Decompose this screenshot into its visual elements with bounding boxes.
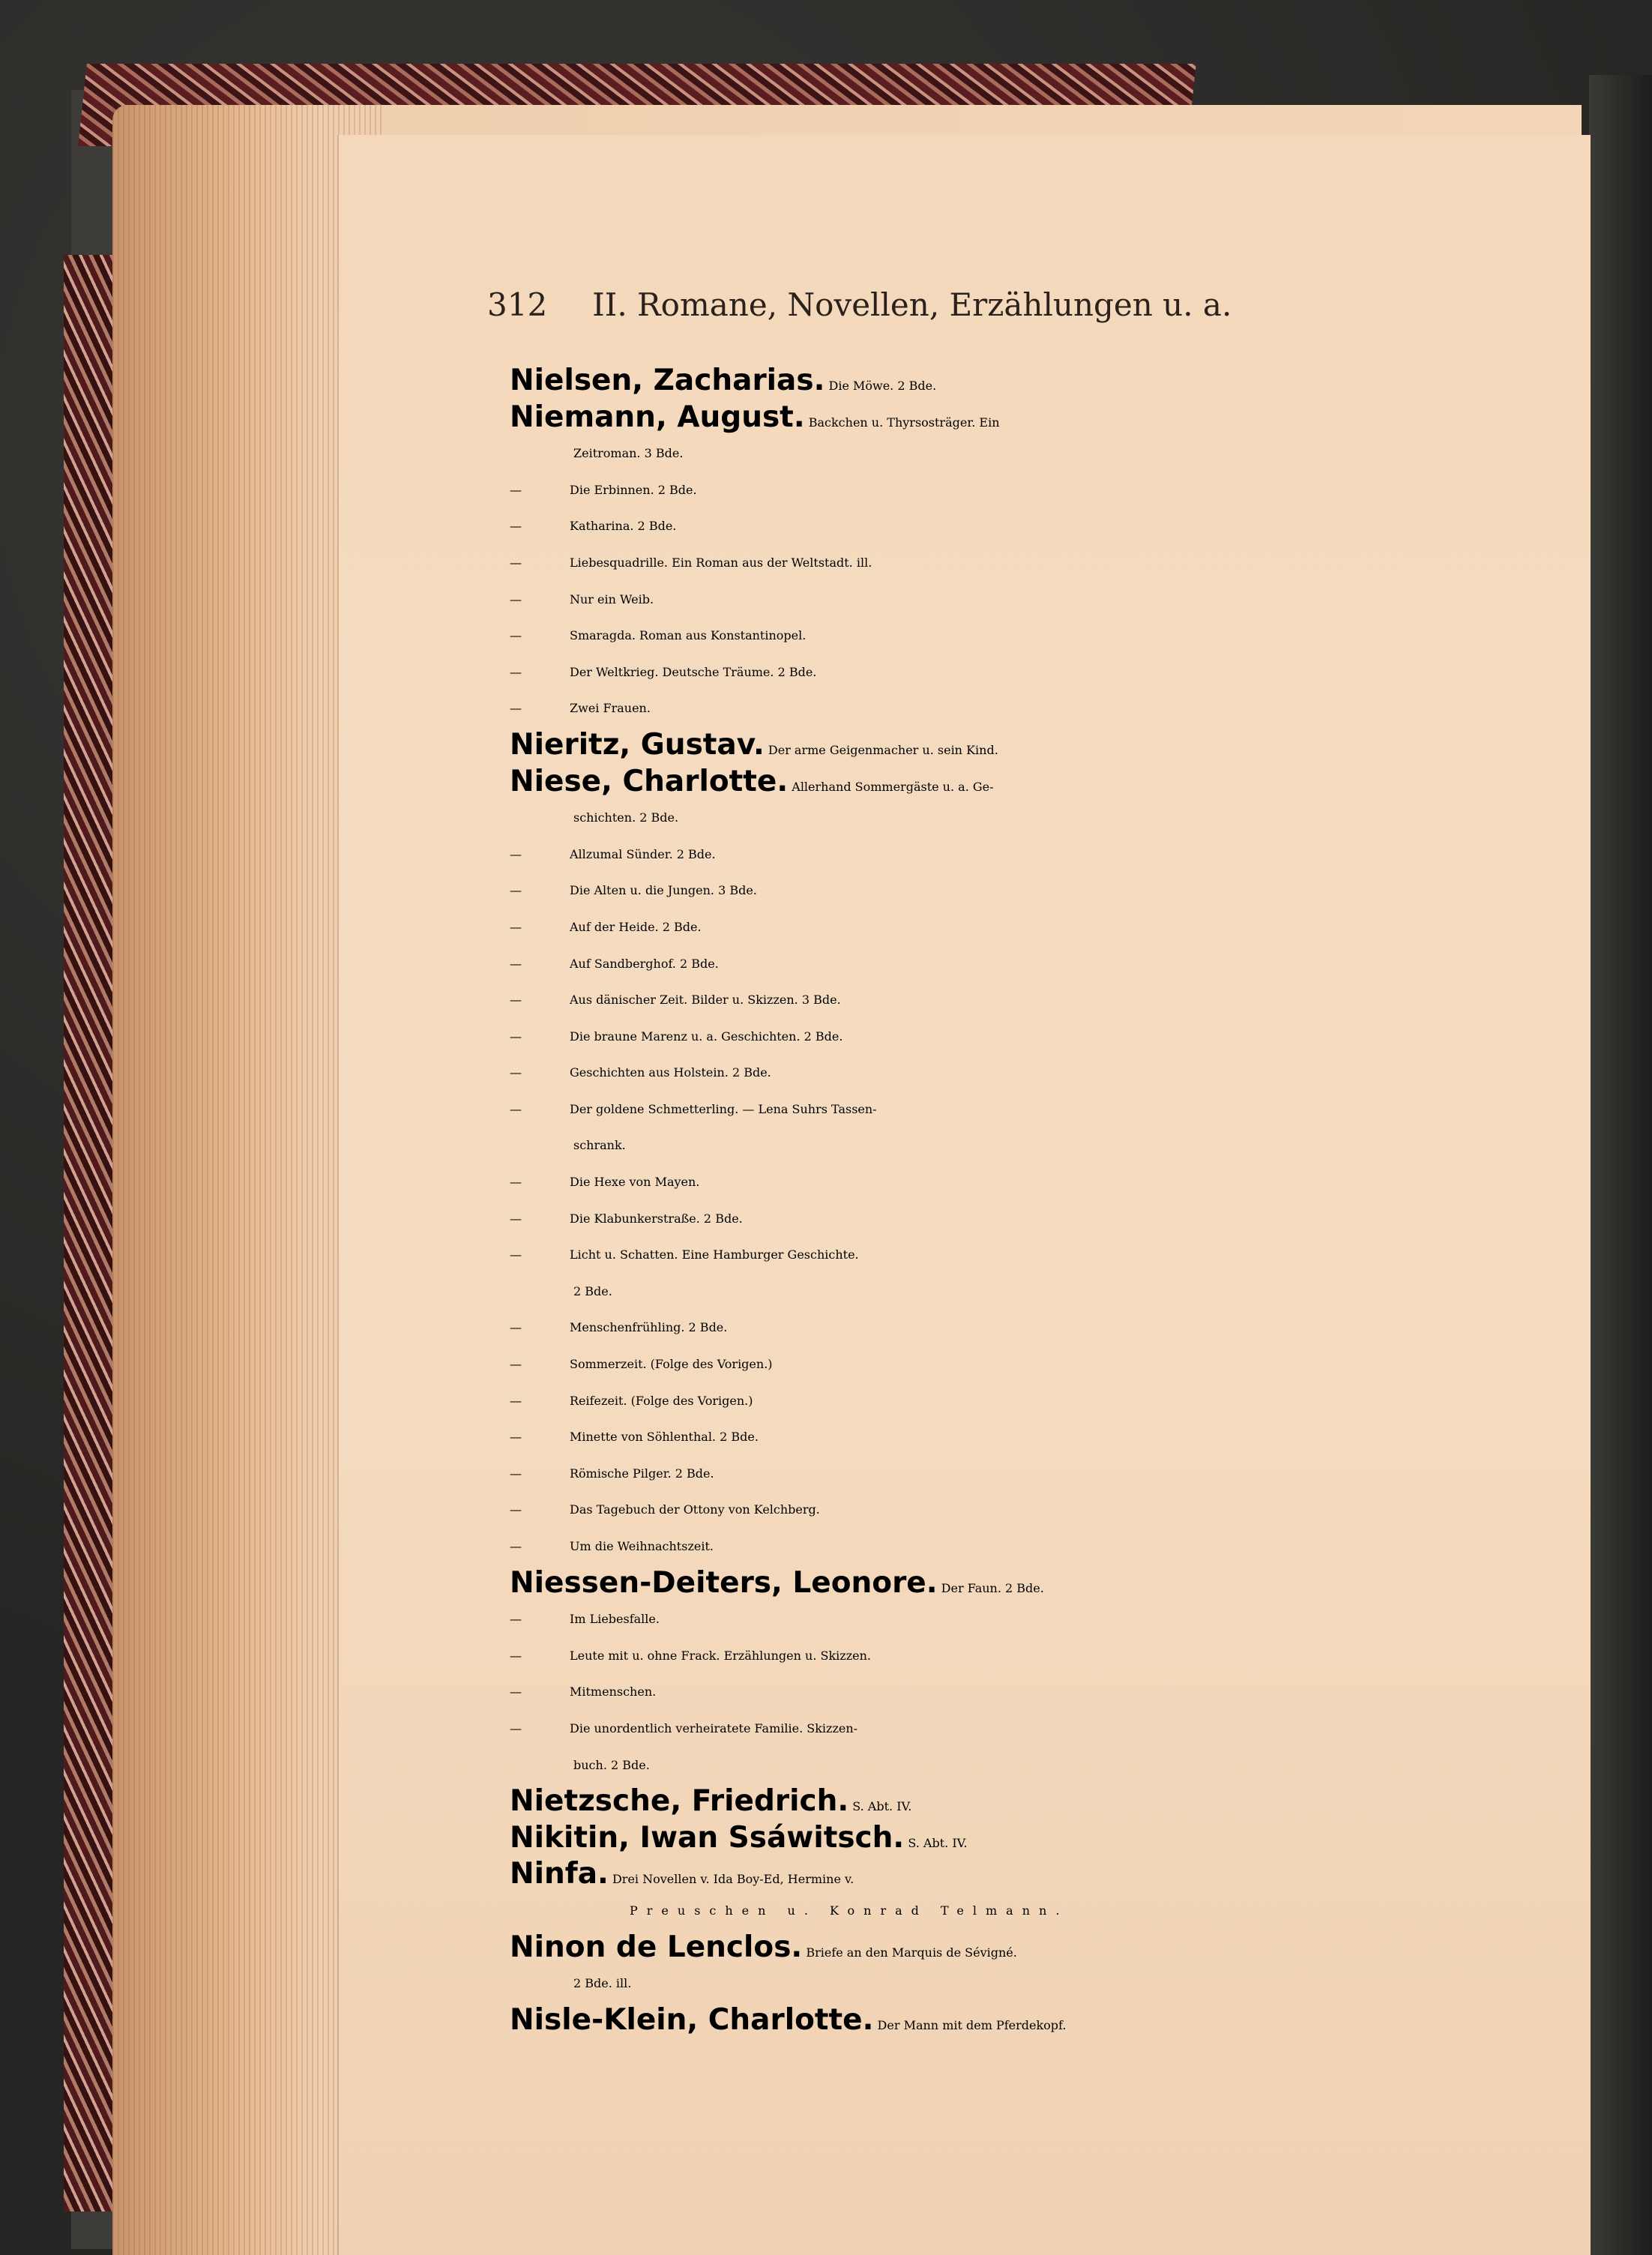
catalog-line [510, 1456, 1507, 1493]
entry-title: Die Möwe. 2 Bde. [825, 379, 937, 393]
entry-title: Licht u. Schatten. Eine Hamburger Geschichte. [570, 1247, 859, 1262]
ditto-dash: — [510, 846, 522, 861]
catalog-line [510, 1747, 1507, 1784]
ditto-dash: — [510, 883, 522, 898]
ditto-dash: — [510, 1502, 522, 1517]
entry-title: Der arme Geigenmacher u. sein Kind. [764, 742, 998, 757]
entry-title: Um die Weihnachtszeit. [570, 1539, 714, 1553]
marbled-edge-left [64, 255, 116, 2212]
entry-continuation: schichten. 2 Bde. [573, 810, 679, 825]
entry-title: Liebesquadrille. Ein Roman aus der Weltstadt. ill. [570, 555, 872, 570]
entry-title: Aus dänischer Zeit. Bilder u. Skizzen. 3 Bde. [570, 993, 841, 1008]
entry-continuation: schrank. [573, 1138, 626, 1153]
catalog-line [510, 1638, 1507, 1675]
ditto-dash: — [510, 1101, 522, 1116]
entry-title: S. Abt. IV. [904, 1835, 968, 1850]
author-name: Niessen-Deiters, Leonore. [510, 1565, 938, 1600]
entry-title: Mitmenschen. [570, 1685, 657, 1699]
ditto-dash: — [510, 1211, 522, 1226]
catalog-line [510, 1164, 1507, 1201]
page-header [487, 286, 1232, 323]
catalog-line [510, 1274, 1507, 1310]
ditto-dash: — [510, 956, 522, 971]
catalog-line [510, 873, 1507, 909]
ditto-dash: — [510, 1320, 522, 1335]
catalog-line [510, 1820, 1507, 1857]
entry-title: Das Tagebuch der Ottony von Kelchberg. [570, 1502, 820, 1517]
catalog-line [510, 837, 1507, 873]
ditto-dash: — [510, 1357, 522, 1372]
entry-title: Der Mann mit dem Pferdekopf. [873, 2017, 1067, 2032]
ditto-dash: — [510, 1430, 522, 1445]
entry-title: Reifezeit. (Folge des Vorigen.) [570, 1393, 753, 1408]
catalog-line [510, 800, 1507, 837]
catalog-line [510, 618, 1507, 654]
entry-title: S. Abt. IV. [848, 1799, 912, 1814]
entry-title: Nur ein Weib. [570, 591, 654, 606]
catalog-line [510, 1201, 1507, 1238]
ditto-dash: — [510, 519, 522, 534]
book-cover-right [1589, 75, 1652, 2255]
ditto-dash: — [510, 1685, 522, 1699]
entry-continuation: 2 Bde. [573, 1283, 612, 1298]
catalog-line [510, 1492, 1507, 1529]
entry-title: Der Faun. 2 Bde. [937, 1580, 1044, 1595]
catalog-line [510, 545, 1507, 582]
catalog-line [510, 727, 1507, 764]
author-name: Nieritz, Gustav. [510, 727, 765, 762]
catalog-line [510, 1383, 1507, 1420]
catalog-line [510, 1601, 1507, 1638]
catalog-line [510, 1856, 1507, 1893]
ditto-dash: — [510, 1247, 522, 1262]
catalog-line [510, 1310, 1507, 1346]
entry-title: Minette von Söhlenthal. 2 Bde. [570, 1430, 759, 1445]
catalog-line [510, 1565, 1507, 1602]
catalog-line [510, 764, 1507, 801]
ditto-dash: — [510, 1393, 522, 1408]
catalog-line [510, 654, 1507, 691]
entry-title: Die unordentlich verheiratete Familie. Skizzen- [570, 1720, 858, 1735]
entry-title: Die Klabunkerstraße. 2 Bde. [570, 1211, 743, 1226]
entry-title: Allzumal Sünder. 2 Bde. [570, 846, 716, 861]
entry-title: Im Liebesfalle. [570, 1612, 660, 1627]
entry-title: Allerhand Sommergäste u. a. Ge- [788, 779, 994, 794]
entry-title: Die Erbinnen. 2 Bde. [570, 482, 697, 497]
catalog-line [510, 363, 1507, 400]
catalog-line [510, 1966, 1507, 2002]
entry-title: Die Hexe von Mayen. [570, 1175, 700, 1190]
ditto-dash: — [510, 1065, 522, 1080]
catalog-line [510, 582, 1507, 618]
catalog-line [510, 472, 1507, 509]
catalog-line [510, 1237, 1507, 1274]
ditto-dash: — [510, 1539, 522, 1553]
catalog-line [510, 1930, 1507, 1966]
author-name: Niese, Charlotte. [510, 764, 789, 798]
catalog-line [510, 1893, 1507, 1930]
entry-title: Katharina. 2 Bde. [570, 519, 677, 534]
entry-title: Der goldene Schmetterling. — Lena Suhrs Tassen- [570, 1101, 877, 1116]
entry-title: Auf der Heide. 2 Bde. [570, 919, 702, 934]
catalog-line [510, 690, 1507, 727]
author-name: Nikitin, Iwan Ssáwitsch. [510, 1820, 905, 1855]
entry-title: Die braune Marenz u. a. Geschichten. 2 Bde. [570, 1029, 843, 1044]
entry-title: Die Alten u. die Jungen. 3 Bde. [570, 883, 757, 898]
catalog-line [510, 1783, 1507, 1820]
author-name: Ninon de Lenclos. [510, 1930, 803, 1964]
ditto-dash: — [510, 919, 522, 934]
section-title: II. Romane, Novellen, Erzählungen u. a. [592, 286, 1232, 323]
catalog-line [510, 1529, 1507, 1565]
ditto-dash: — [510, 591, 522, 606]
entry-title: Der Weltkrieg. Deutsche Träume. 2 Bde. [570, 664, 817, 679]
ditto-dash: — [510, 555, 522, 570]
entry-title: Backchen u. Thyrsosträger. Ein [804, 415, 1000, 430]
author-name: Niemann, August. [510, 400, 805, 434]
catalog-line [510, 436, 1507, 472]
entry-continuation: Zeitroman. 3 Bde. [573, 446, 684, 461]
ditto-dash: — [510, 993, 522, 1008]
entry-continuation: Preuschen u. Konrad Telmann. [630, 1903, 1069, 1918]
author-name: Nietzsche, Friedrich. [510, 1784, 849, 1819]
author-name: Ninfa. [510, 1857, 609, 1891]
catalog-line [510, 1092, 1507, 1128]
ditto-dash: — [510, 1175, 522, 1190]
ditto-dash: — [510, 664, 522, 679]
catalog-line [510, 508, 1507, 545]
ditto-dash: — [510, 1029, 522, 1044]
catalog-entries [510, 363, 1507, 2038]
entry-title: Leute mit u. ohne Frack. Erzählungen u. Skizzen. [570, 1648, 871, 1663]
catalog-line [510, 400, 1507, 436]
catalog-line [510, 1711, 1507, 1747]
author-name: Nisle-Klein, Charlotte. [510, 2002, 874, 2037]
catalog-line [510, 1019, 1507, 1056]
catalog-line [510, 1419, 1507, 1456]
entry-title: Menschenfrühling. 2 Bde. [570, 1320, 728, 1335]
entry-title: Römische Pilger. 2 Bde. [570, 1466, 714, 1481]
catalog-line [510, 1674, 1507, 1711]
entry-title: Geschichten aus Holstein. 2 Bde. [570, 1065, 771, 1080]
entry-title: Auf Sandberghof. 2 Bde. [570, 956, 719, 971]
ditto-dash: — [510, 1648, 522, 1663]
page-number: 312 [487, 286, 548, 323]
ditto-dash: — [510, 482, 522, 497]
entry-title: Drei Novellen v. Ida Boy-Ed, Hermine v. [608, 1872, 854, 1887]
catalog-line [510, 1128, 1507, 1164]
catalog-line [510, 1055, 1507, 1092]
ditto-dash: — [510, 701, 522, 716]
catalog-line [510, 909, 1507, 946]
catalog-line [510, 982, 1507, 1019]
ditto-dash: — [510, 628, 522, 643]
entry-title: Smaragda. Roman aus Konstantinopel. [570, 628, 807, 643]
entry-title: Sommerzeit. (Folge des Vorigen.) [570, 1357, 773, 1372]
catalog-line [510, 1346, 1507, 1383]
ditto-dash: — [510, 1720, 522, 1735]
author-name: Nielsen, Zacharias. [510, 364, 825, 397]
entry-continuation: buch. 2 Bde. [573, 1757, 650, 1772]
entry-title: Briefe an den Marquis de Sévigné. [802, 1945, 1017, 1960]
ditto-dash: — [510, 1612, 522, 1627]
ditto-dash: — [510, 1466, 522, 1481]
catalog-line [510, 946, 1507, 983]
entry-title: Zwei Frauen. [570, 701, 651, 716]
catalog-line [510, 2002, 1507, 2039]
entry-continuation: 2 Bde. ill. [573, 1976, 632, 1991]
